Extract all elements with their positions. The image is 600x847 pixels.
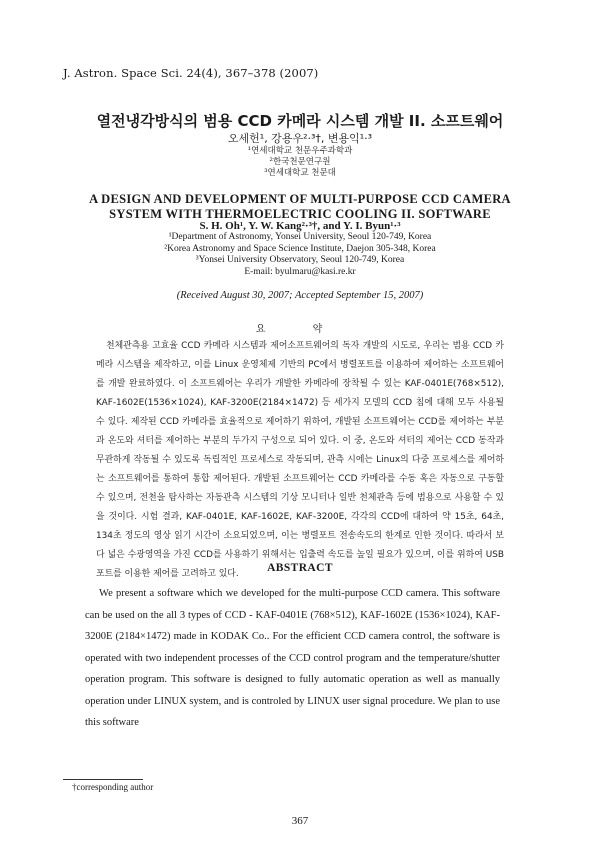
english-title: [0, 192, 600, 222]
english-affiliations: [0, 232, 600, 278]
contact-email: E-mail: byulmaru@kasi.re.kr: [244, 266, 356, 277]
english-affiliation-3: ³Yonsei University Observatory, Seoul 120-749, Korea: [195, 255, 405, 265]
english-authors: S. H. Oh¹, Y. W. Kang²·³†, and Y. I. Byun¹·³: [199, 220, 401, 232]
page-number: 367: [291, 815, 309, 827]
received-dates: (Received August 30, 2007; Accepted September 15, 2007): [176, 290, 424, 301]
footnote: †corresponding author: [72, 782, 154, 792]
footnote-divider: [63, 779, 143, 780]
abstract-heading: ABSTRACT: [267, 562, 333, 574]
korean-authors: 오세헌¹, 강용우²·³†, 변용익¹·³: [227, 132, 373, 145]
korean-affiliations: [0, 146, 600, 179]
korean-affiliation-3: ³연세대학교 천문대: [264, 168, 336, 178]
english-title-line-2: SYSTEM WITH THERMOELECTRIC COOLING II. SOFTWARE: [109, 207, 491, 221]
english-title-line-1: A DESIGN AND DEVELOPMENT OF MULTI-PURPOSE CCD CAMERA: [89, 192, 511, 206]
journal-reference: J. Astron. Space Sci. 24(4), 367–378 (2007): [63, 66, 319, 80]
english-affiliation-2: ²Korea Astronomy and Space Science Institute, Daejon 305-348, Korea: [164, 243, 436, 254]
english-affiliation-1: ¹Department of Astronomy, Yonsei University, Seoul 120-749, Korea: [168, 232, 432, 242]
korean-title: 열전냉각방식의 범용 CCD 카메라 시스템 개발 II. 소프트웨어: [96, 112, 504, 130]
korean-affiliation-2: ²한국천문연구원: [269, 157, 331, 167]
korean-abstract-body: 천체관측용 고효율 CCD 카메라 시스템과 제어소프트웨어의 독자 개발의 시도로, 우리는 범용 CCD 카메라 시스템을 제작하고, 이를 Linux 운영체제 기반의 PC에서 병렬포트를 이용하여 제어하는 소프트웨어를 개발 완료하였다. 이 소프트웨어는 우리가 개발한 카메라에 장착될 수 있는 KAF-0401E(768×512), KAF-1602E(1536×1024), KAF-3200E(2184×1472) 등 세가지 모델의 CCD 칩에 대해 모두 사용될 수 있다. 제작된 CCD 카메라를 효율적으로 제어하기 위하여, 개발된 소프트웨어는 CCD를 제어하는 부분과 온도와 셔터를 제어하는 부분의 두가지 구성으로 되어 있다. 이 중, 온도와 셔터의 제어는 CCD 동작과 무관하게 작동될 수 있도록 독립적인 프로세스로 작동되며, 관측 시에는 Linux의 다중 프로세스를 제어하는 소프트웨어를 통하여 통합 제어된다. 개발된 소프트웨어는 CCD 카메라를 수동 혹은 자동으로 구동할 수 있으며, 전천을 탐사하는 자동관측 시스템의 기상 모니터나 일반 천체관측 등에 범용으로 사용할 수 있을 것이다. 시험 결과, KAF-0401E, KAF-1602E, KAF-3200E, 각각의 CCD에 대하여 약 15초, 64초, 134초 정도의 영상 읽기 시간이 소요되었으며, 이는 병렬포트 전송속도의 한계로 인한 것이다. 따라서 보다 넓은 수광영역을 가진 CCD를 사용하기 위해서는 입출력 속도를 높일 필요가 있으며, 이를 위하여 USB 포트를 이용한 제어를 고려하고 있다.: [96, 341, 504, 579]
english-abstract-body: We present a software which we developed for the multi-purpose CCD camera. This software can be used on the all 3 types of CCD - KAF-0401E (768×512), KAF-1602E (1536×1024), KAF-3200E (2184×1472) made in KODAK Co.. For the efficient CCD camera control, the software is operated with two independent processes of the CCD control program and the temperature/shutter operation program. This software is designed to fully automatic operation as well as manually operation under LINUX system, and is controled by LINUX user signal procedure. We plan to use this software: [85, 588, 500, 728]
korean-abstract-heading: 요 약: [255, 324, 345, 335]
korean-affiliation-1: ¹연세대학교 천문우주과학과: [247, 146, 353, 156]
